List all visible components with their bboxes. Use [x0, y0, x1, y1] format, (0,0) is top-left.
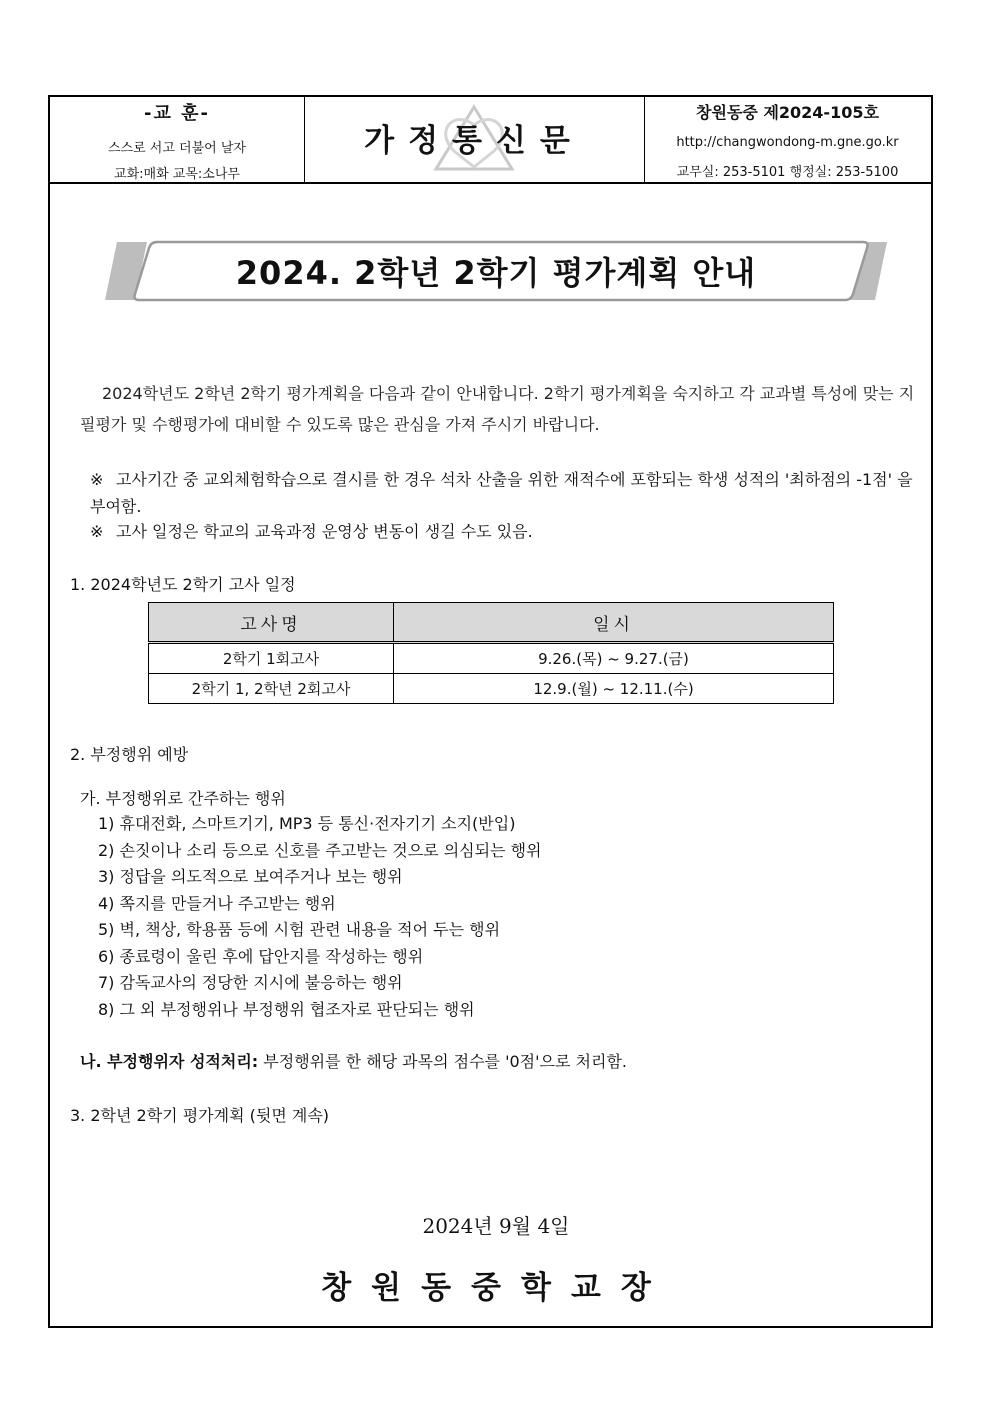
misconduct-list [98, 811, 542, 1023]
subsection-b-text: 부정행위를 한 해당 과목의 점수를 '0점'으로 처리함. [263, 1052, 627, 1071]
note-mark: ※ [90, 470, 104, 489]
table-header-row [149, 603, 834, 643]
header-exam-name: 고사명 [149, 603, 394, 643]
list-item: 8) 그 외 부정행위나 부정행위 협조자로 판단되는 행위 [98, 999, 475, 1019]
list-item: 3) 정답을 의도적으로 보여주거나 보는 행위 [98, 867, 403, 886]
list-item: 1) 휴대전화, 스마트기기, MP3 등 통신·전자기기 소지(반입) [98, 814, 516, 833]
newsletter-title: 가정통신문 [364, 123, 584, 159]
newsletter-title-box [304, 97, 645, 182]
intro-paragraph [80, 378, 918, 440]
subsection-b-lead: 나. 부정행위자 성적처리: [80, 1052, 259, 1071]
header-row [50, 97, 931, 184]
header-date: 일시 [394, 603, 834, 643]
list-item: 2) 손짓이나 소리 등으로 신호를 주고받는 것으로 의심되는 행위 [98, 840, 542, 860]
document-title: 2024. 2학년 2학기 평가계획 안내 [235, 254, 757, 292]
exam-name-cell: 2학기 1회고사 [149, 643, 394, 674]
school-motto-box [50, 97, 305, 182]
motto-text: 스스로 서고 더불어 날자 [108, 141, 246, 156]
note-mark: ※ [90, 522, 104, 541]
list-item: 7) 감독교사의 정당한 지시에 불응하는 행위 [98, 973, 403, 992]
issue-date: 2024년 9월 4일 [422, 1214, 570, 1238]
note-text: 고사 일정은 학교의 교육과정 운영상 변동이 생길 수도 있음. [116, 522, 533, 541]
intro-text: 2024학년도 2학년 2학기 평가계획을 다음과 같이 안내합니다. 2학기 평가계획을 숙지하고 각 교과별 특성에 맞는 지필평가 및 수행평가에 대비할 수 있도록 많은 관심을 가져 주시기 바랍니다. [80, 384, 915, 434]
table-row [149, 643, 834, 674]
note-schedule-change [90, 519, 920, 542]
issue-info-box [644, 97, 931, 182]
note-absence [90, 466, 920, 520]
exam-date-cell: 12.9.(월) ~ 12.11.(수) [394, 674, 834, 704]
exam-date-cell: 9.26.(목) ~ 9.27.(금) [394, 643, 834, 674]
note-text: 고사기간 중 교외체험학습으로 결시를 한 경우 석차 산출을 위한 재적수에 포함되는 학생 성적의 '최하점의 -1점' 을 부여함. [90, 470, 913, 516]
list-item: 6) 종료령이 울린 후에 답안지를 작성하는 행위 [98, 946, 424, 966]
list-item: 5) 벽, 책상, 학용품 등에 시험 관련 내용을 적어 두는 행위 [98, 920, 501, 939]
table-row [149, 674, 834, 704]
motto-title: -교 훈- [144, 103, 210, 124]
exam-name-cell: 2학기 1, 2학년 2회고사 [149, 674, 394, 704]
section-1-title: 1. 2024학년도 2학기 고사 일정 [70, 575, 296, 594]
principal-signature: 창원동중학교장 [321, 1270, 671, 1306]
exam-schedule-table [148, 602, 834, 704]
subsection-b [80, 1049, 627, 1072]
section-3-title: 3. 2학년 2학기 평가계획 (뒷면 계속) [70, 1106, 330, 1125]
issue-number: 창원동중 제2024-105호 [696, 103, 879, 122]
phone-numbers: 교무실: 253-5101 행정실: 253-5100 [676, 165, 899, 180]
school-url[interactable]: http://changwondong-m.gne.go.kr [676, 135, 899, 150]
section-2-title: 2. 부정행위 예방 [70, 745, 189, 764]
subsection-a-title: 가. 부정행위로 간주하는 행위 [80, 789, 286, 808]
title-banner [105, 240, 887, 302]
school-flower-tree: 교화:매화 교목:소나무 [114, 167, 240, 182]
list-item: 4) 쪽지를 만들거나 주고받는 행위 [98, 893, 336, 913]
